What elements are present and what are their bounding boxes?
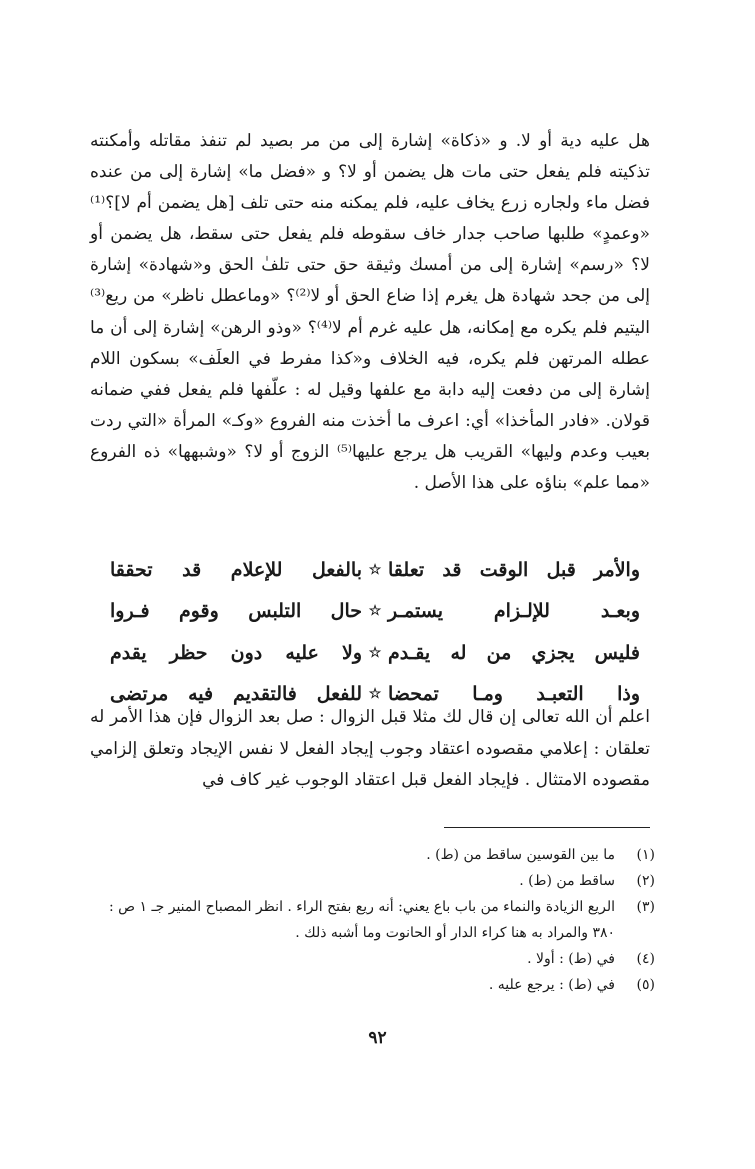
footnote-number: (٥): [636, 977, 655, 993]
commentary-paragraph: [90, 702, 650, 797]
footnote-item: [90, 868, 655, 894]
verse-second-hemistich: بالفعل للإعلام قد تحققا: [110, 558, 362, 581]
page-number: ٩٢: [368, 1028, 387, 1048]
verse-line: [110, 549, 640, 591]
star-separator-icon: ☆: [368, 644, 382, 661]
verse-first-hemistich: والأمر قبل الوقت قد تعلقا: [388, 558, 640, 581]
footnote-number: (٤): [636, 951, 655, 967]
main-paragraph-text: هل عليه دية أو لا. و «ذكاة» إشارة إلى من مر بصيد لم تنفذ مقاتله وأمكنته تذكيته فلم يفعل حتى مات هل يضمن أو لا؟ و «فضل ما» إشارة إلى من عنده فضل ماء ولجاره زرع يخاف عليه، فلم يمكنه منه حتى تلف [هل يضمن أم لا]؟⁽¹⁾ «وعمدٍ» طلبها صاحب جدار خاف سقوطه فلم يفعل حتى سقط، هل يضمن أو لا؟ «رسم» إشارة إلى من أمسك وثيقة حق حتى تلفٰ الحق و«شهادة» إشارة إلى من جحد شهادة هل يغرم إذا ضاع الحق أو لا⁽²⁾؟ «وماعطل ناظر» من ريع⁽³⁾ اليتيم فلم يكره مع إمكانه، هل عليه غرم أم لا⁽⁴⁾؟ «وذو الرهن» إشارة إلى أن ما عطله المرتهن فلم يكره، فيه الخلاف و«كذا مفرط في العلَف» بسكون اللام إشارة إلى من دفعت إليه دابة مع علفها وقيل له : علّفها فلم يفعل ففي ضمانه قولان. «فادر المأخذا» أي: اعرف ما أخذت منه الفروع «وكـ» المرأة «التي ردت بعيب وعدم وليها» القريب هل يرجع عليها⁽⁵⁾ الزوج أو لا؟ «وشبهها» ذه الفروع «مما علم» بناؤه على هذا الأصل .: [90, 131, 651, 494]
verse-second-hemistich: ولا عليه دون حظر يقدم: [110, 641, 362, 664]
star-separator-icon: ☆: [368, 603, 382, 620]
footnote-text: الريع الزيادة والنماء من باب باع يعني: أنه ريع بفتح الراء . انظر المصباح المنير جـ ١ ص : ٣٨٠ والمراد به هنا كراء الدار أو الحانوت وما أشبه ذلك .: [108, 899, 615, 941]
footnote-divider: [444, 827, 650, 828]
verse-first-hemistich: فليس يجزي من له يقـدم: [388, 641, 640, 664]
verse-line: [110, 591, 640, 633]
footnote-number: (٢): [636, 873, 655, 889]
verse-second-hemistich: للفعل فالتقديم فيه مرتضى: [110, 683, 362, 706]
footnote-text: في (ط) : أولا .: [527, 951, 615, 967]
main-paragraph: [90, 126, 650, 499]
verse-first-hemistich: وذا التعبـد ومـا تمحضا: [388, 683, 640, 706]
star-separator-icon: ☆: [368, 561, 382, 578]
footnote-item: [90, 946, 655, 972]
commentary-paragraph-text: اعلم أن الله تعالى إن قال لك مثلا قبل الزوال : صل بعد الزوال فإن هذا الأمر له تعلقان : إعلامي مقصوده اعتقاد وجوب إيجاد الفعل لا نفس الإيجاد وتعلق إلزامي مقصوده الامتثال . فإيجاد الفعل قبل اعتقاد الوجوب غير كاف في: [90, 707, 650, 790]
footnote-text: ساقط من (ط) .: [519, 873, 615, 889]
star-separator-icon: ☆: [368, 686, 382, 703]
footnote-item: [90, 842, 655, 868]
footnote-item: [90, 894, 655, 946]
footnote-text: ما بين القوسين ساقط من (ط) .: [426, 847, 615, 863]
verse-second-hemistich: حال التلبس وقوم فـروا: [110, 600, 362, 623]
verse-first-hemistich: وبعـد للإلـزام يستمـر: [388, 600, 640, 623]
verse-block: [110, 549, 640, 715]
footnote-number: (٣): [636, 899, 655, 915]
footnote-number: (١): [636, 847, 655, 863]
footnote-item: [90, 972, 655, 998]
verse-line: [110, 632, 640, 674]
footnote-text: في (ط) : يرجع عليه .: [488, 977, 615, 993]
footnotes: [90, 842, 655, 998]
